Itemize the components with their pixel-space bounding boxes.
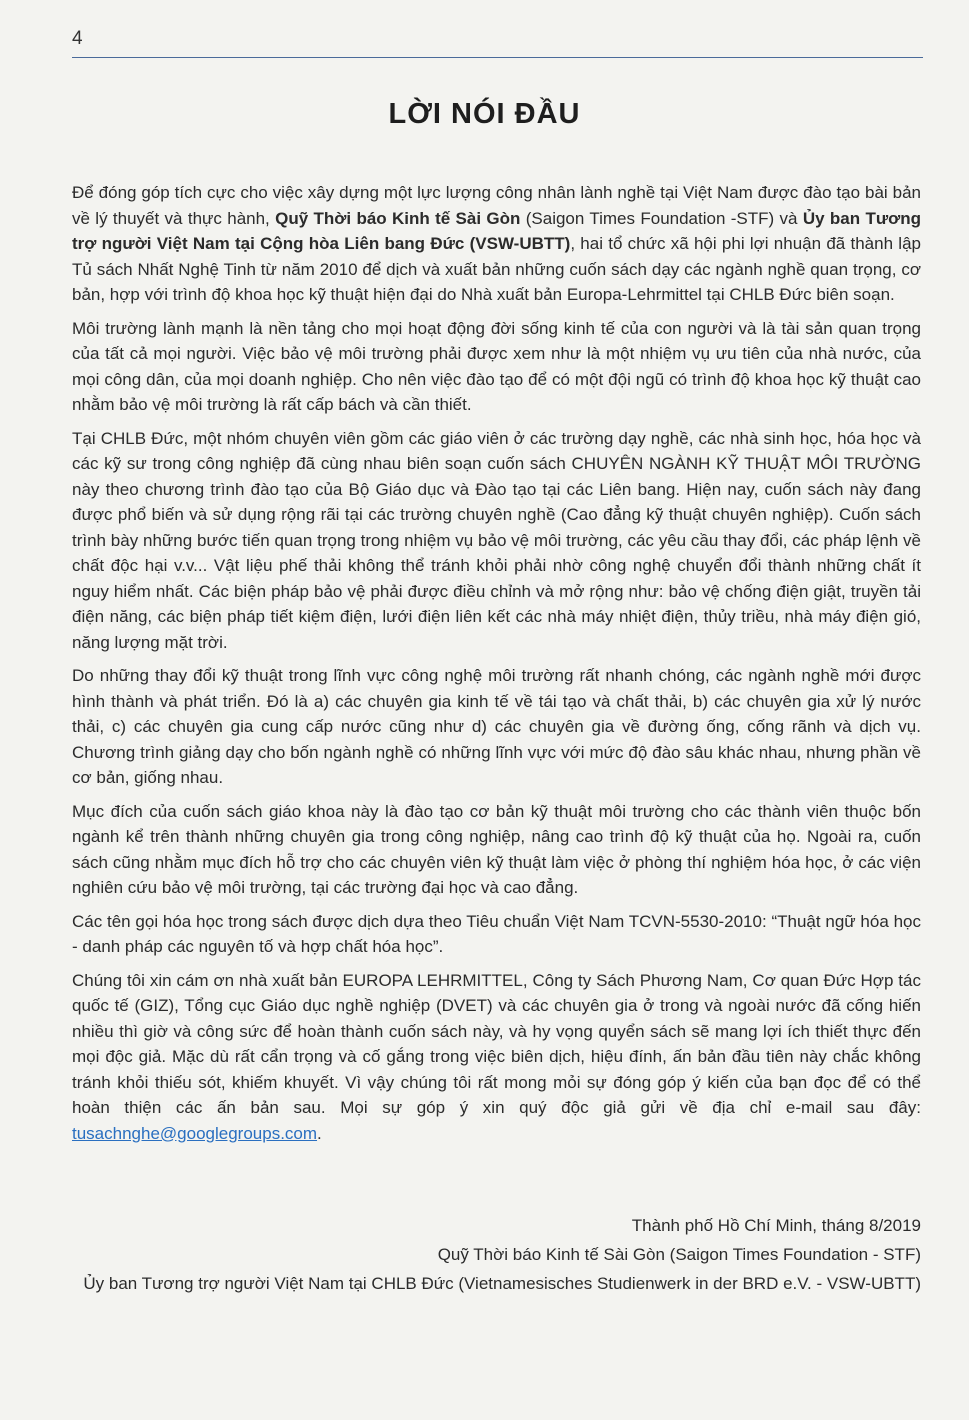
preface-body [72, 180, 921, 1154]
paragraph-1-text-a: Để đóng góp tích cực cho việc xây dựng một lực lượng công nhân lành nghề tại Việt Nam được đào tạo bài bản về lý thuyết và thực hành, [72, 183, 921, 228]
paragraph-7 [72, 968, 921, 1147]
signature-block [41, 1211, 921, 1298]
paragraph-6: Các tên gọi hóa học trong sách được dịch dựa theo Tiêu chuẩn Việt Nam TCVN-5530-2010: “Thuật ngữ hóa học - danh pháp các nguyên tố và hợp chất hóa học”. [72, 911, 921, 956]
paragraph-1-text-c: (Saigon Times Foundation -STF) và [520, 208, 803, 228]
header-divider [72, 57, 923, 58]
paragraph-1-text-e: , hai tổ chức xã hội phi lợi nhuận đã thành lập Tủ sách Nhất Nghệ Tinh từ năm 2010 để dịch và xuất bản những cuốn sách dạy các ngành nghề quan trọng, cơ bản, hợp với trình độ khoa học kỹ thuật hiện đại do Nhà xuất bản Europa-Lehrmittel tại CHLB Đức biên soạn. [72, 234, 921, 304]
paragraph-7-end: . [317, 1123, 322, 1143]
paragraph-2: Môi trường lành mạnh là nền tảng cho mọi hoạt động đời sống kinh tế của con người và là tài sản quan trọng của tất cả mọi người. Việc bảo vệ môi trường phải được xem như là một nhiệm vụ ưu tiên của nhà nước, của mọi công dân, của mọi doanh nghiệp. Cho nên việc đào tạo để có một đội ngũ có trình độ khoa học kỹ thuật cao nhằm bảo vệ môi trường là rất cấp bách và cần thiết. [72, 318, 921, 414]
signature-place-date: Thành phố Hồ Chí Minh, tháng 8/2019 [631, 1216, 921, 1235]
paragraph-5: Mục đích của cuốn sách giáo khoa này là đào tạo cơ bản kỹ thuật môi trường cho các thành viên thuộc bốn ngành kể trên thành những chuyên gia trong công nghiệp, nâng cao trình độ kỹ thuật của họ. Ngoài ra, cuốn sách cũng nhằm mục đích hỗ trợ cho các chuyên viên kỹ thuật làm việc ở phòng thí nghiệm hóa học, ở các viện nghiên cứu bảo vệ môi trường, tại các trường đại học và cao đẳng. [72, 801, 921, 897]
paragraph-1 [72, 180, 921, 308]
org-name-ubtt: Ủy ban Tương trợ người Việt Nam tại Cộng hòa Liên bang Đức (VSW-UBTT) [72, 208, 921, 253]
signature-org-stf: Quỹ Thời báo Kinh tế Sài Gòn (Saigon Times Foundation - STF) [437, 1245, 921, 1264]
signature-org-ubtt: Ủy ban Tương trợ người Việt Nam tại CHLB Đức (Vietnamesisches Studienwerk in der BRD e.V. - VSW-UBTT) [83, 1274, 921, 1293]
page-number: 4 [72, 28, 83, 49]
page-title: LỜI NÓI ĐẦU [388, 98, 581, 130]
paragraph-7-text: Chúng tôi xin cám ơn nhà xuất bản EUROPA LEHRMITTEL, Công ty Sách Phương Nam, Cơ quan Đức Hợp tác quốc tế (GIZ), Tổng cục Giáo dục nghề nghiệp (DVET) và các chuyên gia ở trong và ngoài nước đã cống hiến nhiều thì giờ và công sức để hoàn thành cuốn sách này, và hy vọng quyển sách sẽ mang lợi ích thiết thực đến mọi độc giả. Mặc dù rất cẩn trọng và cố gắng trong việc biên dịch, hiệu đính, ấn bản đầu tiên này chắc không tránh khỏi thiếu sót, khiếm khuyết. Vì vậy chúng tôi rất mong mỏi sự đóng góp ý kiến của bạn đọc để có thể hoàn thiện các ấn bản sau. Mọi sự góp ý xin quý độc giả gửi về địa chỉ e-mail sau đây: [72, 970, 921, 1117]
email-link[interactable]: tusachnghe@googlegroups.com [72, 1123, 318, 1143]
org-name-stf: Quỹ Thời báo Kinh tế Sài Gòn [275, 208, 521, 228]
paragraph-4: Do những thay đổi kỹ thuật trong lĩnh vực công nghệ môi trường rất nhanh chóng, các ngành nghề mới được hình thành và phát triển. Đó là a) các chuyên gia kinh tế về tái tạo và chất thải, b) các chuyên gia xử lý nước thải, c) các chuyên gia cung cấp nước cũng như d) các chuyên gia về đường ống, cống rãnh và dịch vụ. Chương trình giảng dạy cho bốn ngành nghề có những lĩnh vực với mức độ đào sâu khác nhau, nhưng phần về cơ bản, giống nhau. [72, 666, 921, 787]
paragraph-3: Tại CHLB Đức, một nhóm chuyên viên gồm các giáo viên ở các trường dạy nghề, các nhà sinh học, hóa học và các kỹ sư trong công nghiệp đã cùng nhau biên soạn cuốn sách CHUYÊN NGÀNH KỸ THUẬT MÔI TRƯỜNG này theo chương trình đào tạo của Bộ Giáo dục và Đào tạo tại các Liên bang. Hiện nay, cuốn sách này đang được phổ biến và sử dụng rộng rãi tại các trường chuyên nghề (Cao đẳng kỹ thuật chuyên nghiệp). Cuốn sách trình bày những bước tiến quan trọng trong nhiệm vụ bảo vệ môi trường, các yêu cầu thay đổi, các pháp lệnh về chất độc hại v.v... Vật liệu phế thải không thể tránh khỏi phải nhờ công nghệ chuyển đổi thành những chất ít nguy hiểm nhất. Các biện pháp bảo vệ phải được điều chỉnh và mở rộng như: bảo vệ chống điện giật, truyền tải điện năng, các biện pháp tiết kiệm điện, lưới điện liên kết các nhà máy nhiệt điện, thủy triều, nhà máy điện gió, năng lượng mặt trời. [72, 428, 921, 652]
